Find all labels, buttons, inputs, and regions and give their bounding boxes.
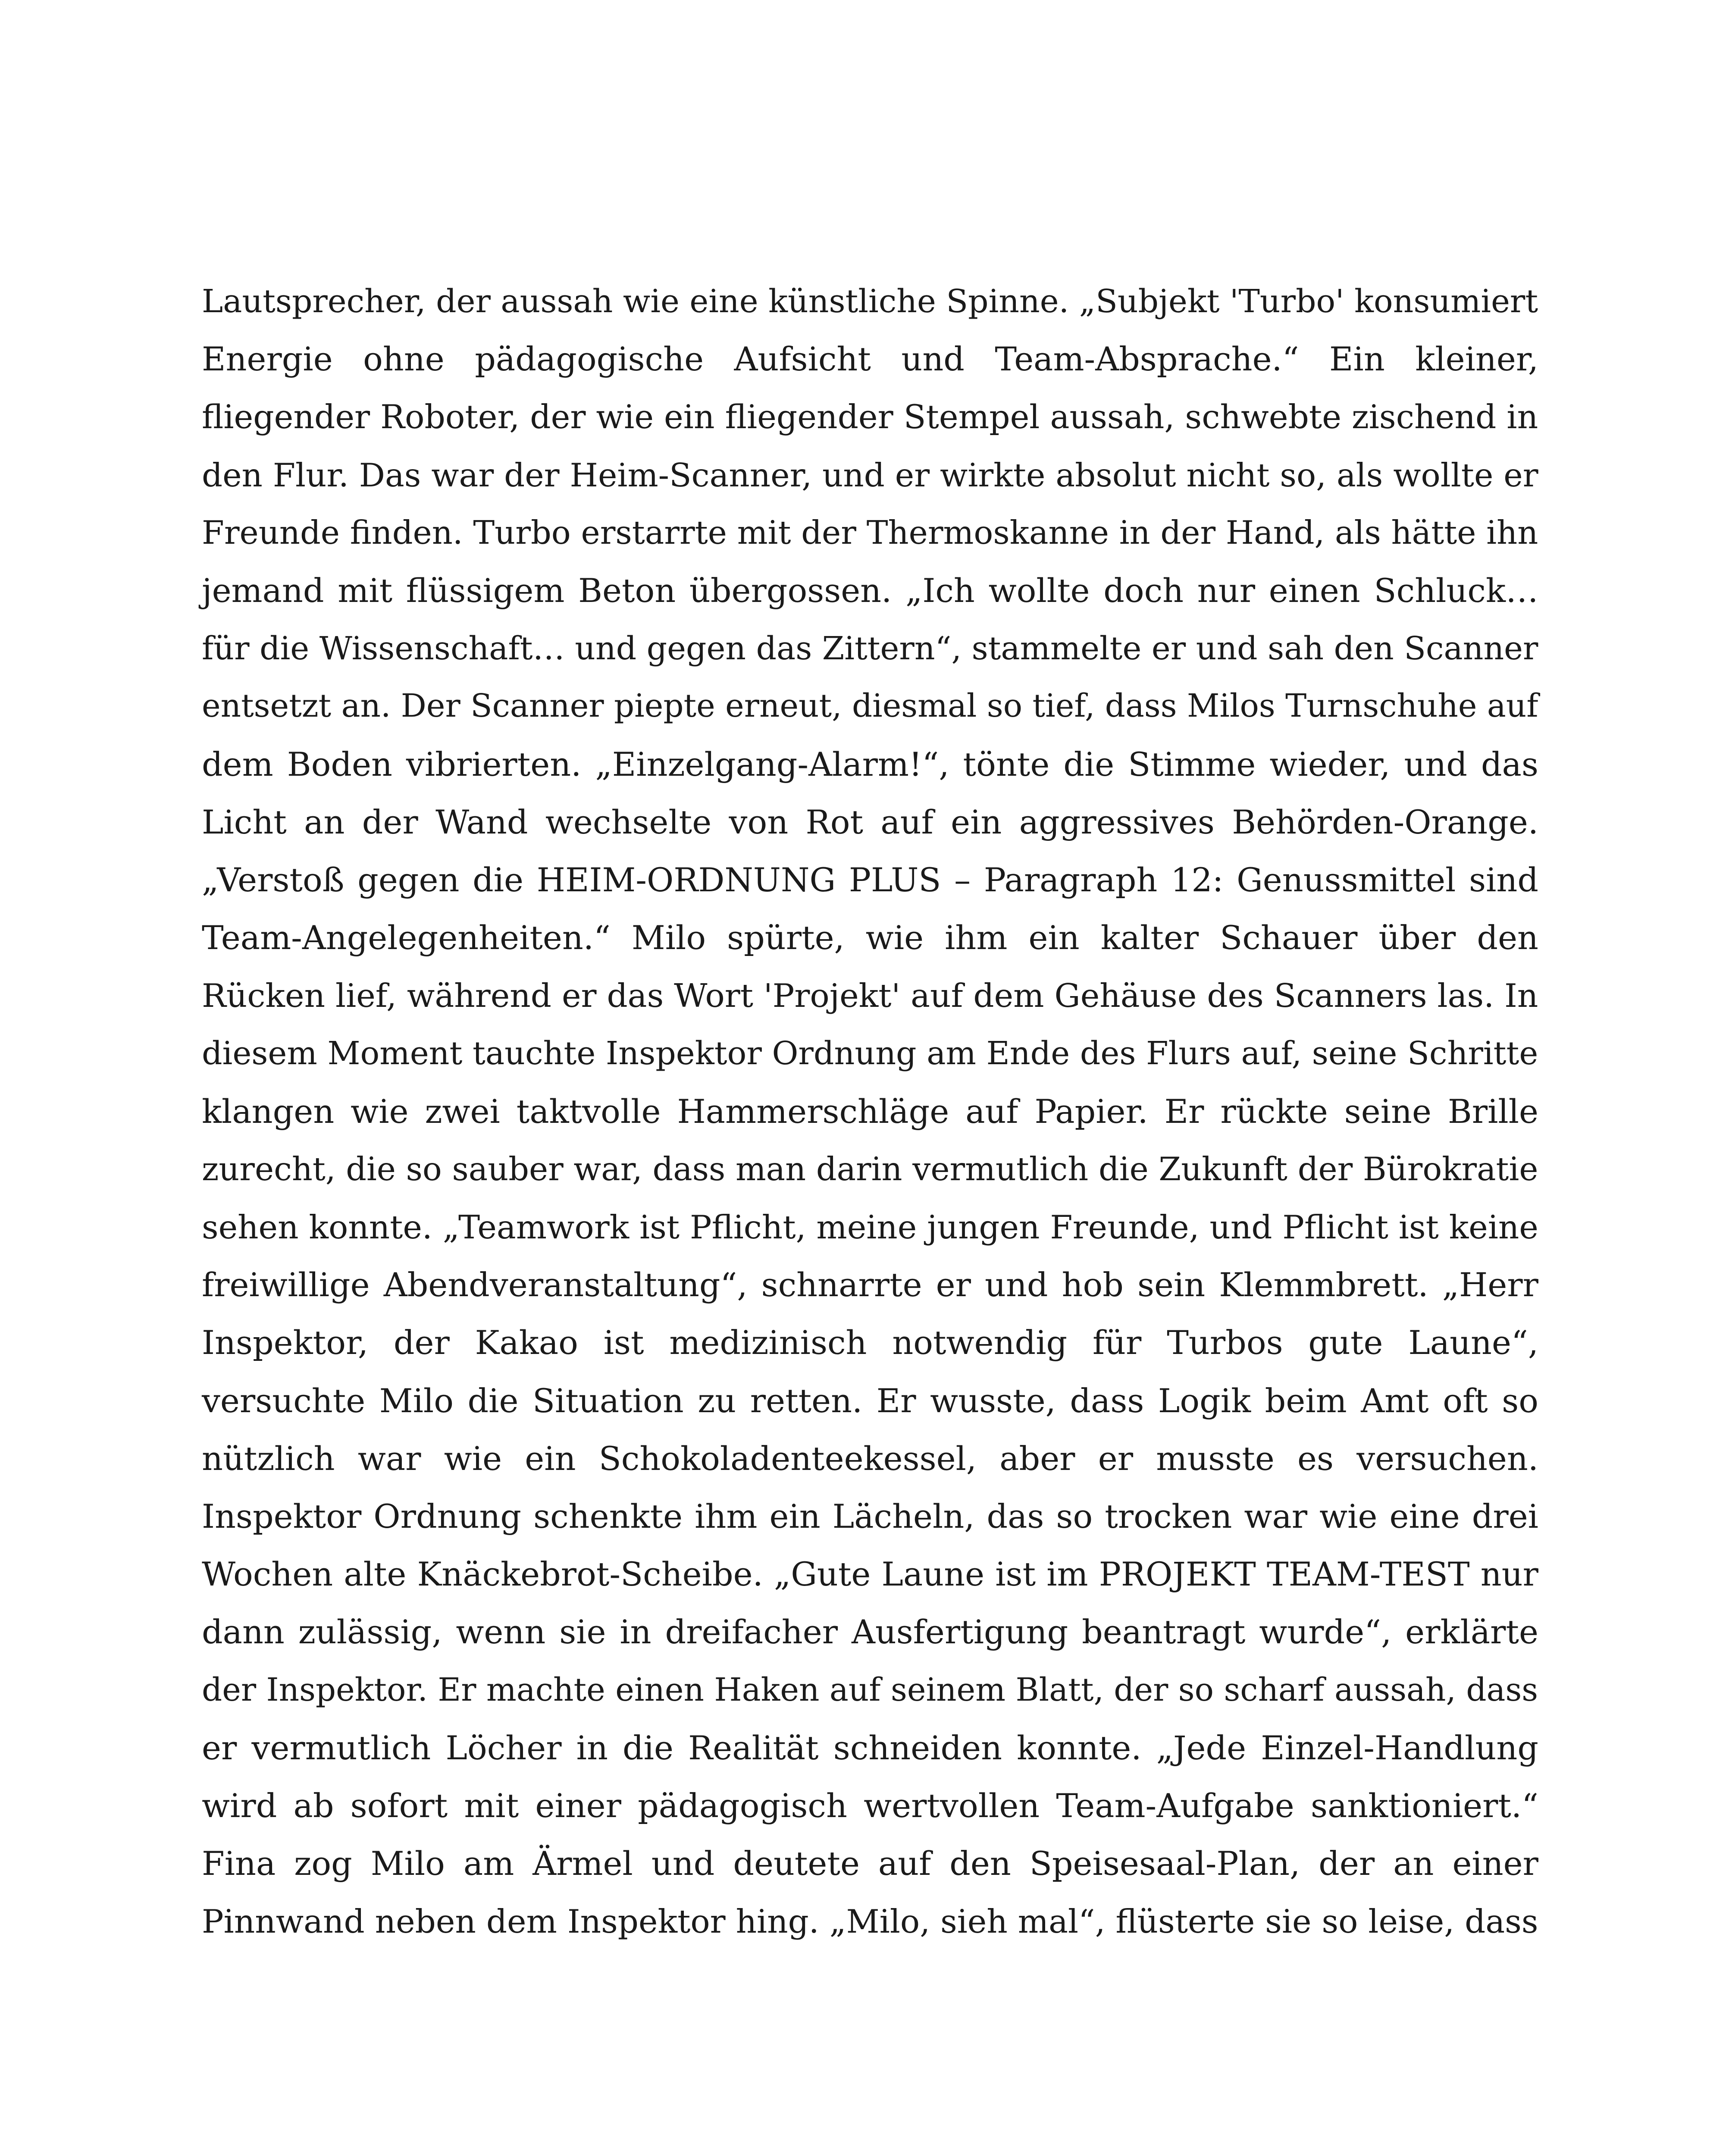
text-line: klangen wie zwei taktvolle Hammerschläge auf Papier. Er rückte seine Brille: [202, 1092, 1538, 1131]
text-line: nützlich war wie ein Schokoladenteekessel, aber er musste es versuchen.: [202, 1439, 1538, 1478]
text-line: freiwillige Abendveranstaltung“, schnarrte er und hob sein Klemmbrett. „Herr: [202, 1266, 1538, 1304]
text-line: er vermutlich Löcher in die Realität schneiden konnte. „Jede Einzel-Handlung: [202, 1728, 1538, 1767]
text-line: Fina zog Milo am Ärmel und deutete auf den Speisesaal-Plan, der an einer: [202, 1844, 1538, 1883]
text-line: entsetzt an. Der Scanner piepte erneut, diesmal so tief, dass Milos Turnschuhe auf: [202, 688, 1538, 725]
text-line: versuchte Milo die Situation zu retten. Er wusste, dass Logik beim Amt oft so: [202, 1381, 1538, 1420]
text-line: „Verstoß gegen die HEIM-ORDNUNG PLUS – Paragraph 12: Genussmittel sind: [202, 860, 1538, 899]
text-line: Pinnwand neben dem Inspektor hing. „Milo, sieh mal“, flüsterte sie so leise, dass: [202, 1902, 1538, 1941]
text-line: Inspektor, der Kakao ist medizinisch notwendig für Turbos gute Laune“,: [202, 1323, 1538, 1362]
text-line: Rücken lief, während er das Wort 'Projekt' auf dem Gehäuse des Scanners las. In: [202, 977, 1538, 1015]
text-line: Team-Angelegenheiten.“ Milo spürte, wie ihm ein kalter Schauer über den: [202, 918, 1538, 957]
text-line: für die Wissenschaft… und gegen das Zittern“, stammelte er und sah den Scanner: [202, 630, 1538, 667]
text-line: zurecht, die so sauber war, dass man darin vermutlich die Zukunft der Bürokratie: [202, 1150, 1538, 1188]
text-line: Lautsprecher, der aussah wie eine künstliche Spinne. „Subjekt 'Turbo' konsumiert: [202, 283, 1538, 320]
text-line: dem Boden vibrierten. „Einzelgang-Alarm!“, tönte die Stimme wieder, und das: [202, 745, 1538, 783]
text-line: der Inspektor. Er machte einen Haken auf seinem Blatt, der so scharf aussah, dass: [202, 1671, 1538, 1708]
text-line: den Flur. Das war der Heim-Scanner, und er wirkte absolut nicht so, als wollte er: [202, 456, 1538, 494]
body-text: [202, 273, 1538, 1950]
text-line: Wochen alte Knäckebrot-Scheibe. „Gute Laune ist im PROJEKT TEAM-TEST nur: [202, 1555, 1538, 1594]
text-line: jemand mit flüssigem Beton übergossen. „Ich wollte doch nur einen Schluck…: [202, 571, 1538, 610]
text-line: wird ab sofort mit einer pädagogisch wertvollen Team-Aufgabe sanktioniert.“: [202, 1786, 1538, 1825]
text-line: Energie ohne pädagogische Aufsicht und Team-Absprache.“ Ein kleiner,: [202, 340, 1538, 379]
text-line: diesem Moment tauchte Inspektor Ordnung am Ende des Flurs auf, seine Schritte: [202, 1034, 1538, 1072]
text-line: dann zulässig, wenn sie in dreifacher Ausfertigung beantragt wurde“, erklärte: [202, 1613, 1538, 1651]
text-line: Freunde finden. Turbo erstarrte mit der Thermoskanne in der Hand, als hätte ihn: [202, 514, 1538, 552]
text-line: sehen konnte. „Teamwork ist Pflicht, meine jungen Freunde, und Pflicht ist keine: [202, 1208, 1538, 1246]
text-line: Licht an der Wand wechselte von Rot auf ein aggressives Behörden-Orange.: [202, 802, 1538, 841]
text-line: fliegender Roboter, der wie ein fliegender Stempel aussah, schwebte zischend in: [202, 398, 1538, 436]
text-line: Inspektor Ordnung schenkte ihm ein Lächeln, das so trocken war wie eine drei: [202, 1497, 1538, 1536]
